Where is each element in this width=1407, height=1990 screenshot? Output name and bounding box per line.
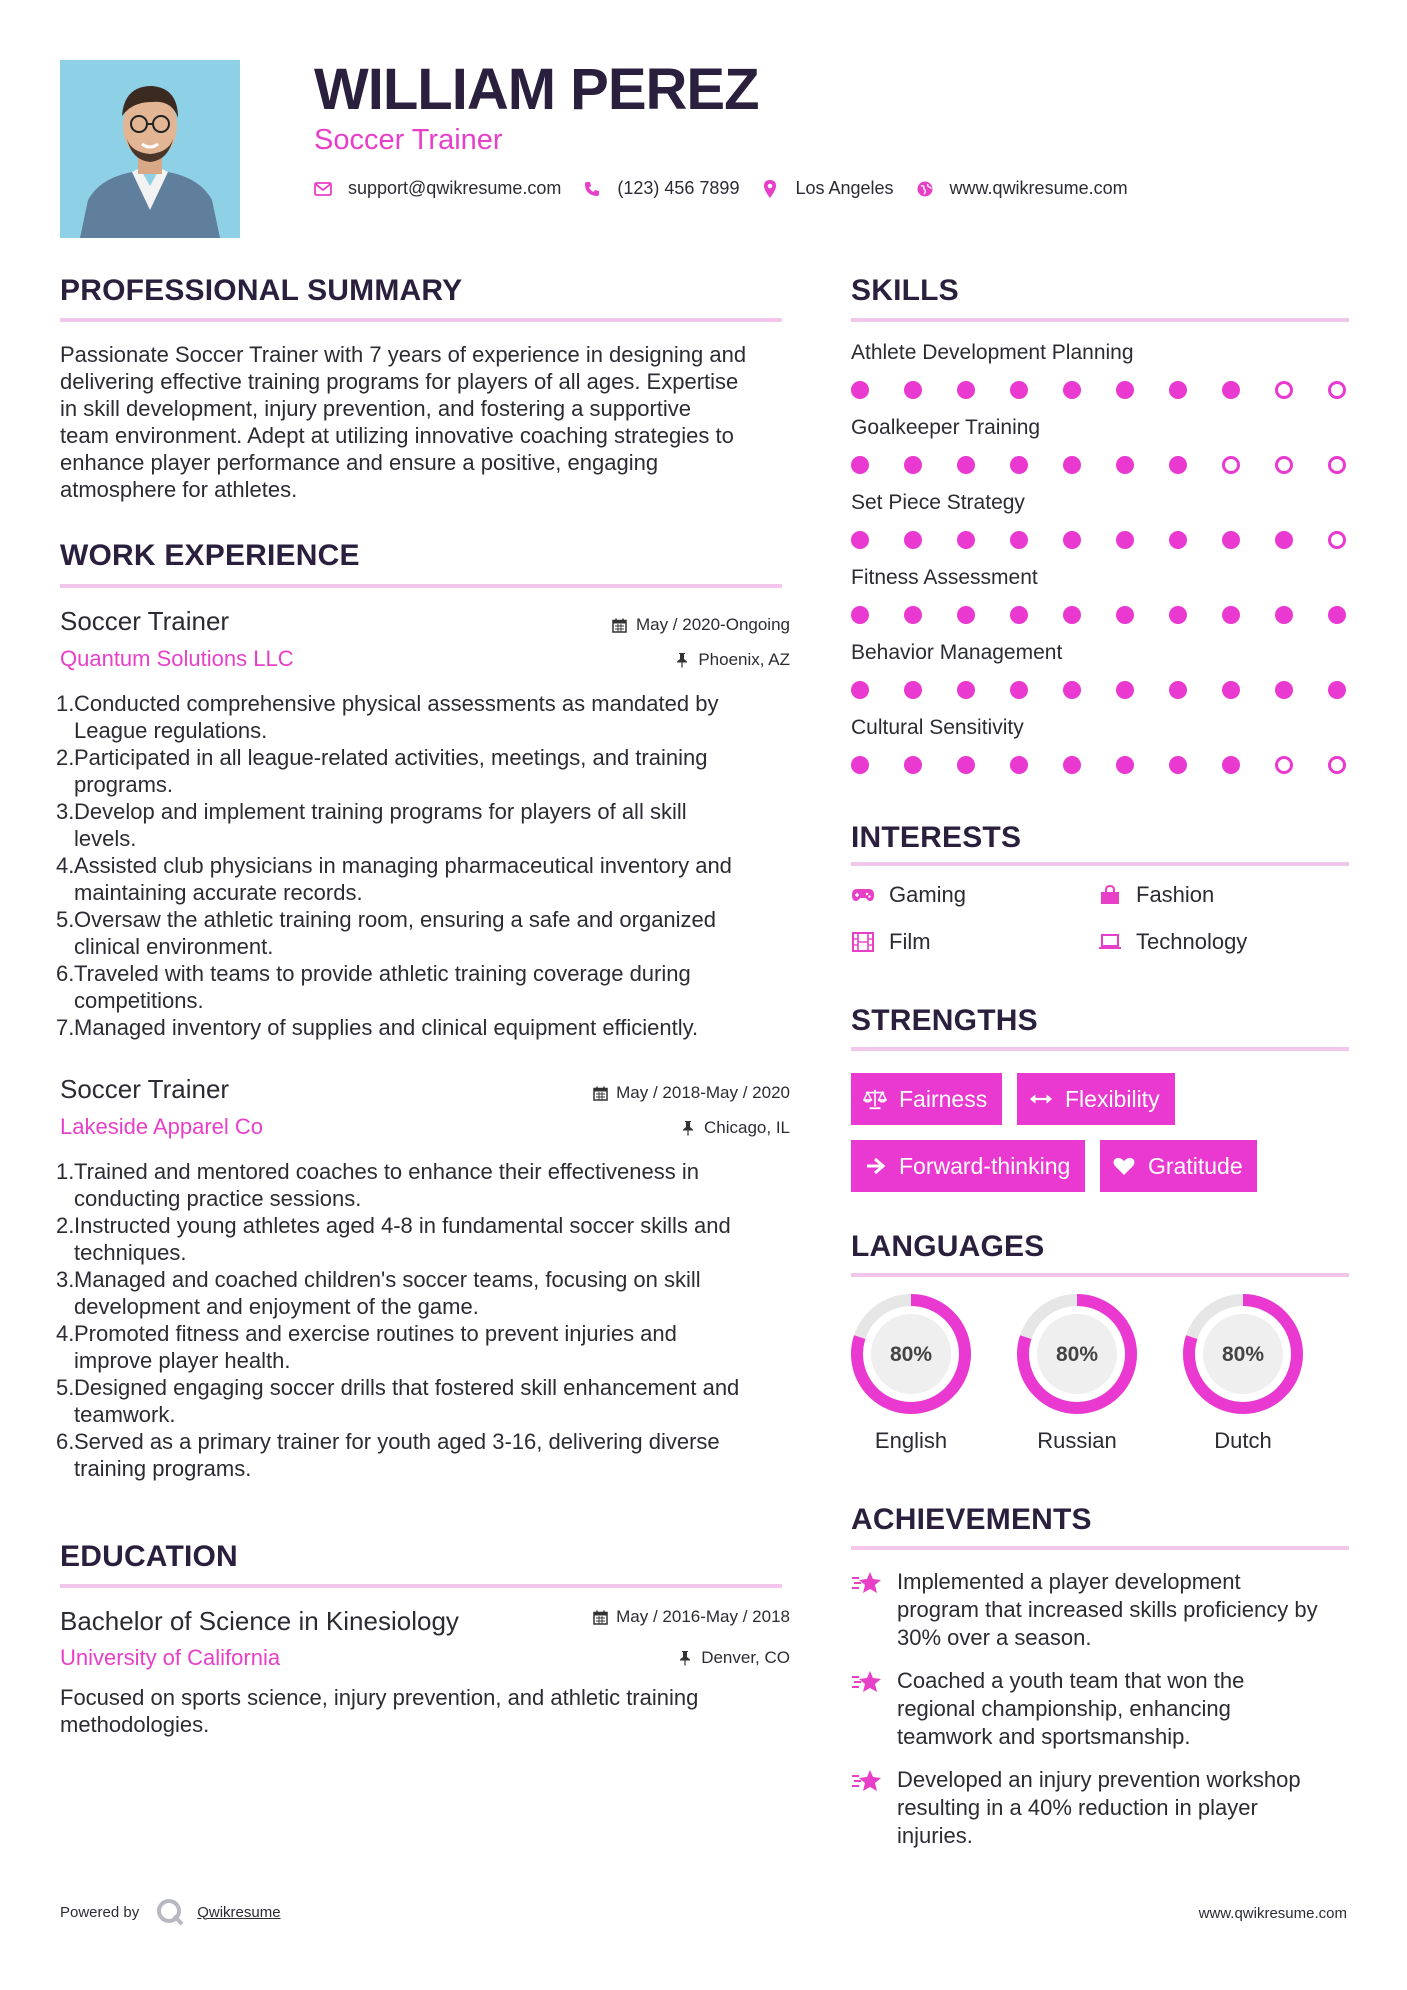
skill-rating <box>851 606 1381 624</box>
strength-label: Fairness <box>899 1085 988 1112</box>
rating-dot-filled <box>851 756 869 774</box>
contact-phone-text: (123) 456 7899 <box>617 178 740 198</box>
job-date-text: May / 2020-Ongoing <box>635 615 790 634</box>
rating-dot-filled <box>1063 681 1081 699</box>
interest-label: Gaming <box>889 882 967 907</box>
globe-icon <box>916 180 934 198</box>
rating-dot-filled <box>1116 381 1134 399</box>
rating-dot-filled <box>1063 531 1081 549</box>
rating-dot-filled <box>1010 606 1028 624</box>
interest-label: Technology <box>1136 929 1248 954</box>
interest-fashion <box>1098 882 1214 908</box>
education-line: methodologies. <box>60 1712 210 1737</box>
summary-line: enhance player performance and ensure a positive, engaging <box>60 450 659 475</box>
rating-dot-filled <box>1169 456 1187 474</box>
rating-dot-filled <box>1063 756 1081 774</box>
film-icon <box>851 932 875 952</box>
language-name: English <box>874 1428 948 1453</box>
rating-dot-filled <box>1222 756 1240 774</box>
contact-location <box>761 178 893 199</box>
strengths-rule <box>851 1047 1349 1051</box>
rating-dot-empty <box>1328 531 1346 549</box>
rating-dot-filled <box>957 381 975 399</box>
school-name: University of California <box>60 1645 281 1670</box>
job-bullets <box>56 1158 790 1482</box>
strengths-heading: STRENGTHS <box>851 1004 1038 1037</box>
rating-dot-filled <box>851 681 869 699</box>
rating-dot-filled <box>1222 381 1240 399</box>
rating-dot-empty <box>1275 381 1293 399</box>
list-item: 2. Participated in all league-related activities, meetings, and training programs. <box>56 745 708 797</box>
map-pin-icon <box>761 180 779 198</box>
rating-dot-empty <box>1222 456 1240 474</box>
list-item: 2. Instructed young athletes aged 4-8 in fundamental soccer skills and techniques. <box>56 1213 731 1265</box>
rating-dot-filled <box>851 531 869 549</box>
star-award-icon <box>851 1667 883 1697</box>
skills-rule <box>851 318 1349 322</box>
skill-rating <box>851 456 1381 474</box>
calendar-icon <box>592 1085 608 1101</box>
rating-dot-filled <box>1116 756 1134 774</box>
rating-dot-empty <box>1275 456 1293 474</box>
interest-label: Film <box>889 929 931 954</box>
rating-dot-filled <box>1116 606 1134 624</box>
strength-label: Flexibility <box>1065 1085 1160 1112</box>
rating-dot-filled <box>1275 606 1293 624</box>
rating-dot-filled <box>904 681 922 699</box>
arrows-horizontal-icon <box>1029 1087 1053 1111</box>
rating-dot-filled <box>904 456 922 474</box>
strength-badge-gratitude <box>1100 1140 1257 1192</box>
powered-by-label: Powered by <box>60 1903 140 1921</box>
job-date <box>592 1083 790 1103</box>
skill-rating <box>851 381 1381 399</box>
achievement-text: Implemented a player development program that increased skills proficiency by 30% over a season. <box>897 1569 1318 1650</box>
list-item: 5. Designed engaging soccer drills that fostered skill enhancement and teamwork. <box>56 1375 740 1427</box>
skill-rating <box>851 756 1381 774</box>
work-heading: WORK EXPERIENCE <box>60 539 360 572</box>
rating-dot-filled <box>1116 681 1134 699</box>
strength-badge-fairness <box>851 1073 1002 1125</box>
interests-rule <box>851 862 1349 866</box>
balance-scale-icon <box>863 1087 887 1111</box>
language-ring <box>849 1292 973 1421</box>
education-date-text: May / 2016-May / 2018 <box>616 1607 790 1626</box>
company-name: Lakeside Apparel Co <box>60 1114 264 1139</box>
language-name: Russian <box>1037 1428 1117 1453</box>
interest-film <box>851 929 931 955</box>
job-location <box>680 1118 790 1138</box>
rating-dot-filled <box>1222 681 1240 699</box>
heart-icon <box>1112 1154 1136 1178</box>
rating-dot-filled <box>1275 531 1293 549</box>
education-heading: EDUCATION <box>60 1540 238 1573</box>
job-bullets <box>56 690 790 1041</box>
summary-heading: PROFESSIONAL SUMMARY <box>60 274 463 307</box>
interest-gaming <box>851 882 966 908</box>
summary-text <box>60 341 790 503</box>
languages-heading: LANGUAGES <box>851 1230 1045 1263</box>
rating-dot-filled <box>957 756 975 774</box>
rating-dot-filled <box>1116 531 1134 549</box>
rating-dot-filled <box>1010 531 1028 549</box>
rating-dot-filled <box>904 606 922 624</box>
contact-email-text: support@qwikresume.com <box>348 178 562 198</box>
list-item: 3. Develop and implement training programs for players of all skill levels. <box>56 799 687 851</box>
qwikresume-logo-icon <box>155 1897 185 1927</box>
footer-powered-by <box>60 1897 281 1927</box>
achievement-item <box>851 1667 1244 1751</box>
rating-dot-filled <box>1010 456 1028 474</box>
calendar-icon <box>612 617 628 633</box>
rating-dot-filled <box>1010 681 1028 699</box>
interest-label: Fashion <box>1136 882 1215 907</box>
skill-rating <box>851 681 1381 699</box>
rating-dot-filled <box>904 381 922 399</box>
list-item: 1. Conducted comprehensive physical assessments as mandated by League regulations. <box>56 691 719 743</box>
contact-website-text: www.qwikresume.com <box>949 178 1128 198</box>
contact-phone[interactable] <box>583 178 739 199</box>
degree-title: Bachelor of Science in Kinesiology <box>60 1606 459 1636</box>
rating-dot-filled <box>1010 756 1028 774</box>
candidate-name: WILLIAM PEREZ <box>314 57 759 122</box>
pushpin-icon <box>677 1650 693 1666</box>
skill-label: Set Piece Strategy <box>851 491 1025 514</box>
education-date <box>592 1607 790 1627</box>
candidate-title: Soccer Trainer <box>314 124 503 156</box>
education-rule <box>60 1584 782 1588</box>
rating-dot-filled <box>851 606 869 624</box>
rating-dot-empty <box>1328 456 1346 474</box>
skill-label: Behavior Management <box>851 641 1063 664</box>
phone-icon <box>583 180 601 198</box>
education-description <box>60 1684 790 1738</box>
rating-dot-filled <box>1169 681 1187 699</box>
pushpin-icon <box>680 1120 696 1136</box>
strength-label: Gratitude <box>1148 1152 1243 1179</box>
contact-bar <box>314 178 1150 199</box>
skill-label: Goalkeeper Training <box>851 416 1041 439</box>
skill-rating <box>851 531 1381 549</box>
summary-rule <box>60 318 782 322</box>
job-location-text: Chicago, IL <box>704 1118 790 1137</box>
list-item: 4. Promoted fitness and exercise routines to prevent injuries and improve player health. <box>56 1321 677 1373</box>
rating-dot-filled <box>1116 456 1134 474</box>
language-name: Dutch <box>1214 1428 1272 1453</box>
achievements-heading: ACHIEVEMENTS <box>851 1503 1092 1536</box>
rating-dot-filled <box>957 531 975 549</box>
rating-dot-filled <box>1275 681 1293 699</box>
rating-dot-filled <box>904 756 922 774</box>
rating-dot-filled <box>1169 606 1187 624</box>
brand-link[interactable]: Qwikresume <box>197 1903 281 1921</box>
contact-location-text: Los Angeles <box>795 178 894 198</box>
list-item: 3. Managed and coached children's soccer teams, focusing on skill development and enjoyment of the game. <box>56 1267 701 1319</box>
job-title: Soccer Trainer <box>60 1074 230 1104</box>
summary-line: delivering effective training programs for players of all ages. Expertise <box>60 369 739 394</box>
pushpin-icon <box>674 652 690 668</box>
work-rule <box>60 584 782 588</box>
summary-line: in skill development, injury prevention, and fostering a supportive <box>60 396 692 421</box>
rating-dot-empty <box>1328 756 1346 774</box>
summary-line: atmosphere for athletes. <box>60 477 298 502</box>
rating-dot-filled <box>1328 606 1346 624</box>
interest-technology <box>1098 929 1247 955</box>
education-line: Focused on sports science, injury prevention, and athletic training <box>60 1685 699 1710</box>
job-title: Soccer Trainer <box>60 606 230 636</box>
calendar-icon <box>592 1609 608 1625</box>
achievements-rule <box>851 1546 1349 1550</box>
rating-dot-filled <box>1222 531 1240 549</box>
company-name: Quantum Solutions LLC <box>60 646 294 671</box>
language-percent: 80% <box>889 1343 933 1366</box>
language-percent: 80% <box>1055 1343 1099 1366</box>
rating-dot-filled <box>904 531 922 549</box>
rating-dot-filled <box>957 681 975 699</box>
rating-dot-filled <box>1169 531 1187 549</box>
list-item: 7. Managed inventory of supplies and clinical equipment efficiently. <box>56 1015 699 1040</box>
contact-website[interactable] <box>916 178 1128 199</box>
envelope-icon <box>314 180 332 198</box>
list-item: 6. Served as a primary trainer for youth aged 3-16, delivering diverse training programs. <box>56 1429 720 1481</box>
achievement-text: Developed an injury prevention workshop resulting in a 40% reduction in player injuries. <box>897 1767 1301 1848</box>
language-ring <box>1181 1292 1305 1421</box>
rating-dot-filled <box>1063 606 1081 624</box>
star-award-icon <box>851 1766 883 1796</box>
summary-line: Passionate Soccer Trainer with 7 years of experience in designing and <box>60 342 747 367</box>
skill-label: Fitness Assessment <box>851 566 1038 589</box>
rating-dot-filled <box>851 381 869 399</box>
shopping-bag-icon <box>1098 885 1122 905</box>
strength-badge-flexibility <box>1017 1073 1175 1125</box>
achievement-text: Coached a youth team that won the regional championship, enhancing teamwork and sportsmanship. <box>897 1668 1245 1749</box>
strength-label: Forward-thinking <box>899 1152 1071 1179</box>
languages-rule <box>851 1273 1349 1277</box>
footer-url[interactable]: www.qwikresume.com <box>1198 1905 1347 1922</box>
job-date-text: May / 2018-May / 2020 <box>616 1083 790 1102</box>
list-item: 5. Oversaw the athletic training room, ensuring a safe and organized clinical environment. <box>56 907 717 959</box>
rating-dot-filled <box>851 456 869 474</box>
strength-badge-forward-thinking <box>851 1140 1085 1192</box>
achievement-item <box>851 1568 1318 1652</box>
gamepad-icon <box>851 885 875 905</box>
arrow-right-icon <box>863 1154 887 1178</box>
rating-dot-filled <box>1169 381 1187 399</box>
achievement-item <box>851 1766 1301 1850</box>
skills-heading: SKILLS <box>851 274 959 307</box>
education-location-text: Denver, CO <box>701 1648 790 1667</box>
laptop-icon <box>1098 932 1122 952</box>
list-item: 1. Trained and mentored coaches to enhance their effectiveness in conducting practice sessions. <box>56 1159 699 1211</box>
list-item: 6. Traveled with teams to provide athletic training coverage during competitions. <box>56 961 691 1013</box>
rating-dot-filled <box>1328 681 1346 699</box>
rating-dot-empty <box>1275 756 1293 774</box>
job-date <box>612 615 790 635</box>
rating-dot-filled <box>1169 756 1187 774</box>
profile-photo <box>60 60 240 238</box>
skill-label: Athlete Development Planning <box>851 341 1134 364</box>
rating-dot-filled <box>957 606 975 624</box>
rating-dot-filled <box>957 456 975 474</box>
list-item: 4. Assisted club physicians in managing pharmaceutical inventory and maintaining accurate records. <box>56 853 732 905</box>
rating-dot-filled <box>1063 456 1081 474</box>
rating-dot-filled <box>1222 606 1240 624</box>
language-ring <box>1015 1292 1139 1421</box>
contact-email[interactable] <box>314 178 561 199</box>
star-award-icon <box>851 1568 883 1598</box>
skill-label: Cultural Sensitivity <box>851 716 1024 739</box>
language-percent: 80% <box>1221 1343 1265 1366</box>
job-location-text: Phoenix, AZ <box>698 650 790 669</box>
rating-dot-filled <box>1010 381 1028 399</box>
rating-dot-empty <box>1328 381 1346 399</box>
rating-dot-filled <box>1063 381 1081 399</box>
job-location <box>674 650 790 670</box>
interests-heading: INTERESTS <box>851 821 1022 854</box>
education-location <box>677 1648 790 1668</box>
summary-line: team environment. Adept at utilizing innovative coaching strategies to <box>60 423 734 448</box>
